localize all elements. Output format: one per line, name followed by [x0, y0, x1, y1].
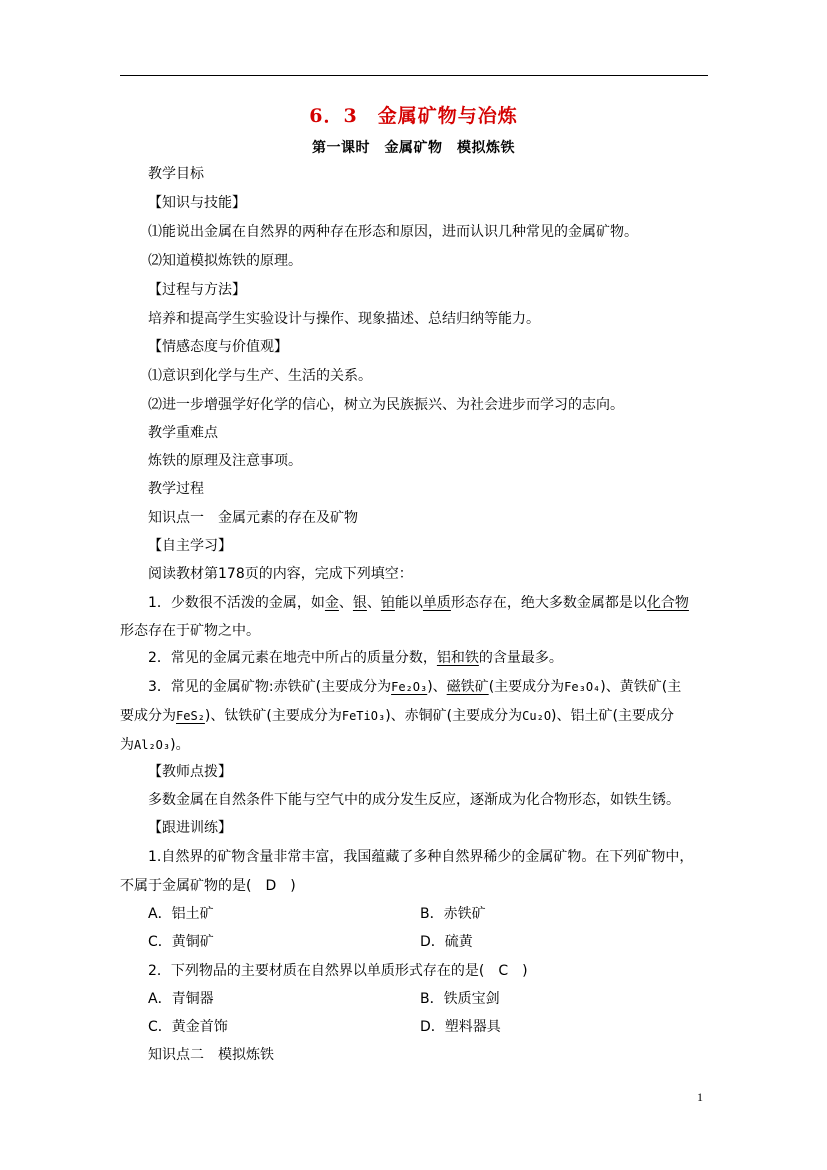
- formula-fe3o4: Fe₃O₄: [564, 680, 601, 694]
- point1-title: 知识点一 金属元素的存在及矿物: [148, 510, 358, 526]
- answer-magnetite: 磁铁矿: [446, 679, 489, 695]
- page-number: 1: [697, 1090, 703, 1104]
- answer-element: 单质: [422, 595, 451, 611]
- page-subtitle: 第一课时 金属矿物 模拟炼铁: [312, 140, 515, 156]
- key-heading: 教学重难点: [148, 425, 218, 441]
- self-study-heading: 【自主学习】: [148, 538, 232, 554]
- question-3-line-3: 为Al₂O₃)。: [120, 737, 190, 753]
- exercise-2-question: 2．下列物品的主要材质在自然界以单质形式存在的是( C ): [148, 963, 528, 979]
- practice-heading: 【跟进训练】: [148, 820, 232, 836]
- goals-heading: 教学目标: [148, 166, 204, 182]
- formula-fes2: FeS₂: [176, 709, 205, 723]
- header-rule: [120, 75, 708, 76]
- knowledge-item-1: ⑴能说出金属在自然界的两种存在形态和原因，进而认识几种常见的金属矿物。: [148, 224, 638, 240]
- exercise-2-option-b: B．铁质宝剑: [420, 991, 500, 1007]
- exercise-1-option-c: C．黄铜矿: [148, 934, 214, 950]
- question-1-line-1: 1．少数很不活泼的金属，如金、银、铂能以单质形态存在，绝大多数金属都是以化合物: [148, 595, 689, 611]
- formula-fe2o3: Fe₂O₃: [391, 680, 428, 694]
- answer-platinum: 铂: [380, 595, 395, 611]
- exercise-1-option-a: A．铝土矿: [148, 906, 214, 922]
- exercise-1-line-2: 不属于金属矿物的是( D ): [120, 878, 296, 894]
- knowledge-item-2: ⑵知道模拟炼铁的原理。: [148, 253, 302, 269]
- exercise-2-option-c: C．黄金首饰: [148, 1019, 228, 1035]
- answer-silver: 银: [352, 595, 367, 611]
- question-3-line-2: 要成分为FeS₂)、钛铁矿(主要成分为FeTiO₃)、赤铜矿(主要成分为Cu₂O)、铝土矿(主要成分: [120, 708, 674, 724]
- exercise-1-option-d: D．硫黄: [420, 934, 473, 950]
- teacher-heading: 【教师点拨】: [148, 764, 232, 780]
- exercise-2-option-d: D．塑料器具: [420, 1019, 501, 1035]
- page-title: 6．3 金属矿物与冶炼: [309, 105, 518, 127]
- exercise-2-option-a: A．青铜器: [148, 991, 214, 1007]
- process-heading: 【过程与方法】: [148, 282, 246, 298]
- process-title: 教学过程: [148, 481, 204, 497]
- exercise-1-option-b: B．赤铁矿: [420, 906, 486, 922]
- question-1-line-2: 形态存在于矿物之中。: [120, 623, 260, 639]
- formula-cu2o: Cu₂O: [522, 709, 552, 723]
- teacher-text: 多数金属在自然条件下能与空气中的成分发生反应，逐渐成为化合物形态，如铁生锈。: [148, 792, 680, 808]
- emotion-heading: 【情感态度与价值观】: [148, 339, 288, 355]
- emotion-item-1: ⑴意识到化学与生产、生活的关系。: [148, 368, 372, 384]
- emotion-item-2: ⑵进一步增强学好化学的信心，树立为民族振兴、为社会进步而学习的志向。: [148, 397, 624, 413]
- answer-al-fe: 铝和铁: [436, 650, 479, 666]
- point2-title: 知识点二 模拟炼铁: [148, 1047, 274, 1063]
- answer-gold: 金: [324, 595, 339, 611]
- answer-compound: 化合物: [646, 595, 689, 611]
- formula-al2o3: Al₂O₃: [134, 738, 171, 752]
- process-text: 培养和提高学生实验设计与操作、现象描述、总结归纳等能力。: [148, 311, 540, 327]
- exercise-1-line-1: 1.自然界的矿物含量非常丰富，我国蕴藏了多种自然界稀少的金属矿物。在下列矿物中，: [148, 849, 694, 865]
- read-instruction: 阅读教材第178页的内容，完成下列填空：: [148, 566, 413, 582]
- key-text: 炼铁的原理及注意事项。: [148, 453, 302, 469]
- question-3-line-1: 3．常见的金属矿物:赤铁矿(主要成分为Fe₂O₃)、磁铁矿(主要成分为Fe₃O₄)、黄铁矿(主: [148, 679, 682, 695]
- formula-fetio3: FeTiO₃: [341, 709, 386, 723]
- question-2: 2．常见的金属元素在地壳中所占的质量分数，铝和铁的含量最多。: [148, 650, 563, 666]
- knowledge-heading: 【知识与技能】: [148, 195, 246, 211]
